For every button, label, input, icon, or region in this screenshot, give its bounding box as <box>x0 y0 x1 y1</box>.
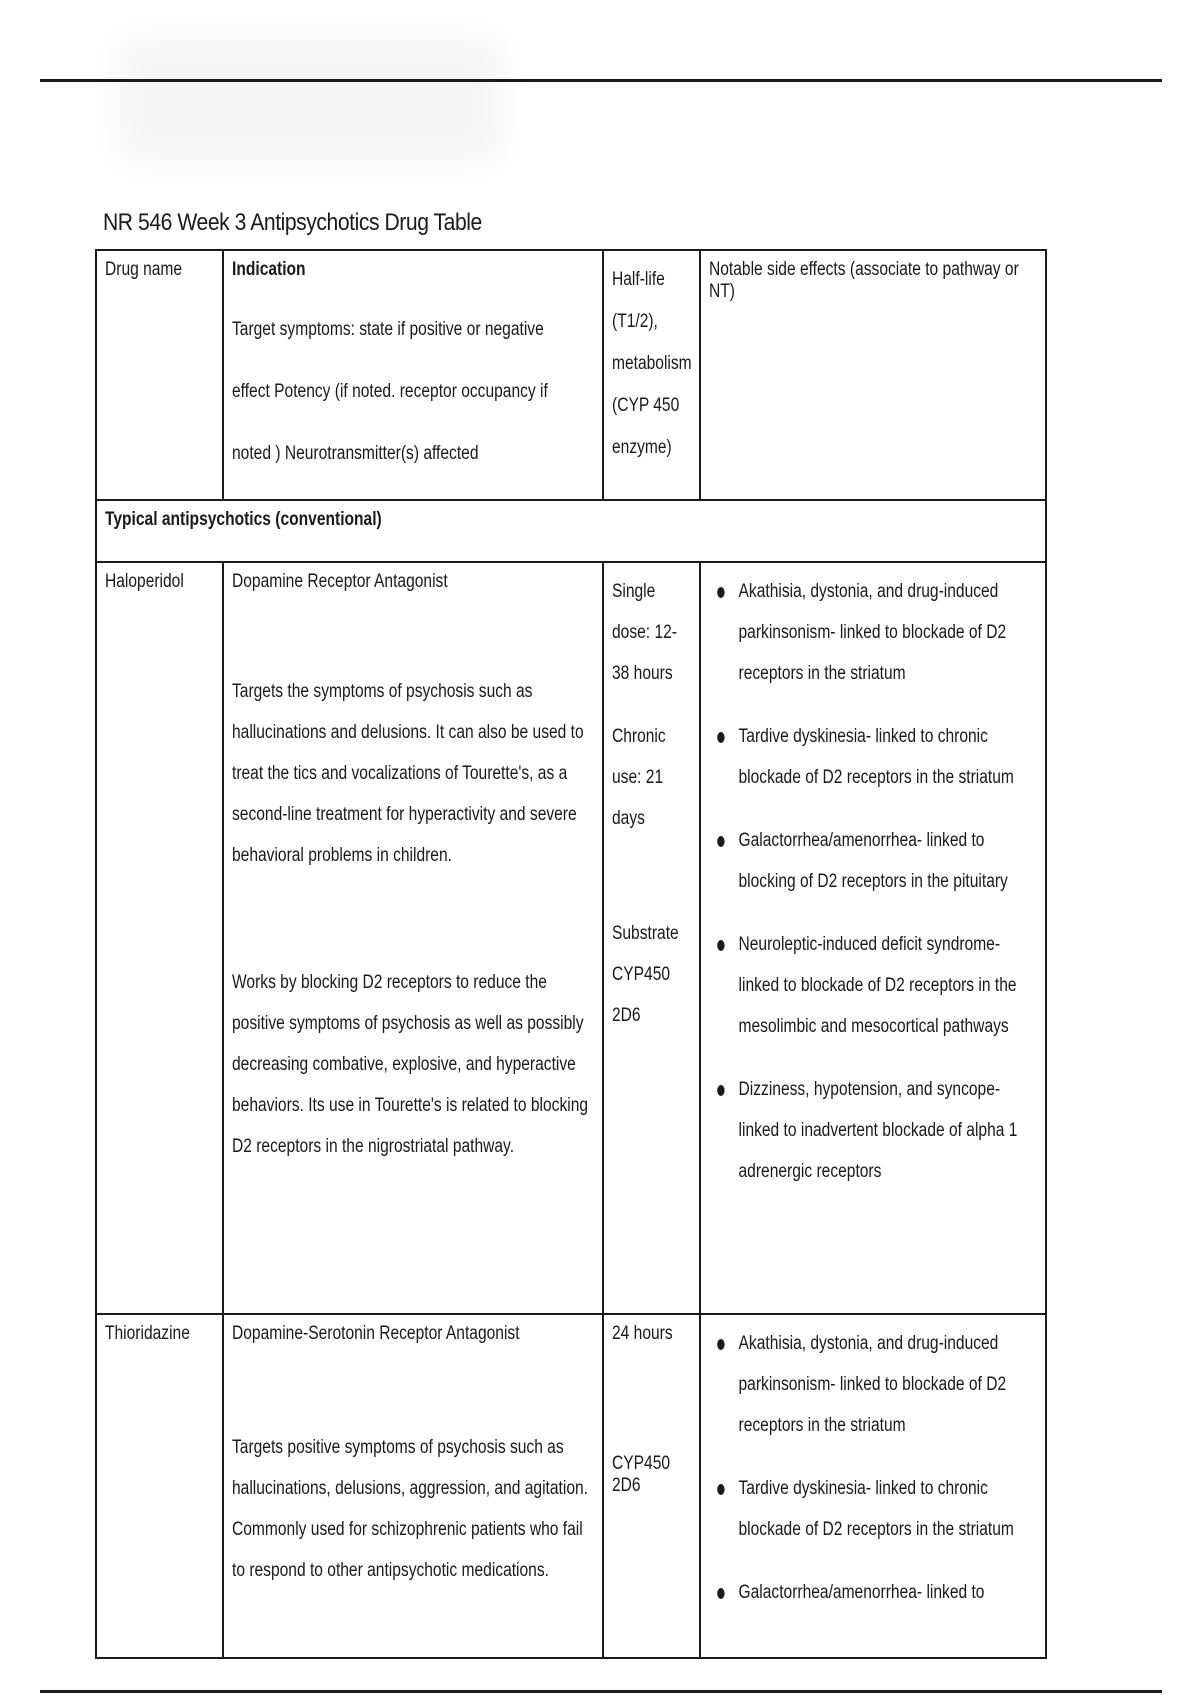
list-item: Akathisia, dystonia, and drug-induced parkinsonism- linked to blockade of D2 receptors in the striatum <box>709 1323 1037 1446</box>
bullet-icon <box>717 836 724 847</box>
document-title: NR 546 Week 3 Antipsychotics Drug Table <box>103 209 482 236</box>
header-drug-name: Drug name <box>96 250 223 500</box>
top-divider <box>40 79 1162 82</box>
header-halflife <box>603 250 700 500</box>
section-typical-cell <box>96 500 1046 562</box>
class-thioridazine: Dopamine-Serotonin Receptor Antagonist <box>232 1323 520 1344</box>
header-side-effects: Notable side effects (associate to pathway or NT) <box>700 250 1046 500</box>
halflife-value-thioridazine: 24 hours <box>612 1323 673 1344</box>
list-item: Akathisia, dystonia, and drug-induced parkinsonism- linked to blockade of D2 receptors in the striatum <box>709 571 1037 694</box>
list-item: Dizziness, hypotension, and syncope- linked to inadvertent blockade of alpha 1 adrenergic receptors <box>709 1069 1037 1192</box>
indication-haloperidol <box>223 562 603 1314</box>
list-item: Tardive dyskinesia- linked to chronic blockade of D2 receptors in the striatum <box>709 1468 1037 1550</box>
table-row-thioridazine <box>96 1314 1046 1658</box>
indication-line-3: noted ) Neurotransmitter(s) affected <box>232 443 479 464</box>
drug-name-thioridazine: Thioridazine <box>96 1314 223 1658</box>
side-effects-haloperidol <box>700 562 1046 1314</box>
indication-thioridazine <box>223 1314 603 1658</box>
list-item: Tardive dyskinesia- linked to chronic blockade of D2 receptors in the striatum <box>709 716 1037 798</box>
section-row-typical <box>96 500 1046 562</box>
bullet-icon <box>717 940 724 951</box>
indication-line-2: effect Potency (if noted. receptor occupancy if <box>232 381 548 402</box>
metabolism-thioridazine: CYP450 2D6 <box>612 1453 671 1496</box>
bullet-icon <box>717 1588 724 1599</box>
list-item: Galactorrhea/amenorrhea- linked to <box>709 1572 1037 1613</box>
halflife-line-4: (CYP 450 <box>612 395 680 416</box>
targets-thioridazine: Targets positive symptoms of psychosis such as hallucinations, delusions, aggression, and agitation. Commonly used for schizophrenic patients who fail to respond to other antipsychotic medications. <box>232 1437 588 1581</box>
halflife-line-2: (T1/2), <box>612 311 658 332</box>
table-header-row <box>96 250 1046 500</box>
targets-haloperidol: Targets the symptoms of psychosis such as hallucinations and delusions. It can also be used to treat the tics and vocalizations of Tourette's, as a second-line treatment for hyperactivity and severe behavioral problems in children. <box>232 681 584 866</box>
drug-name-haloperidol: Haloperidol <box>96 562 223 1314</box>
side-effects-thioridazine <box>700 1314 1046 1658</box>
side-effects-list-haloperidol <box>709 571 1037 1192</box>
metabolism-haloperidol: Substrate CYP450 2D6 <box>612 923 679 1026</box>
list-item: Galactorrhea/amenorrhea- linked to blocking of D2 receptors in the pituitary <box>709 820 1037 902</box>
halflife-line-5: enzyme) <box>612 437 672 458</box>
indication-line-1: Target symptoms: state if positive or negative <box>232 319 544 340</box>
halflife-line-1: Half-life <box>612 269 665 290</box>
header-indication <box>223 250 603 500</box>
side-effects-list-thioridazine <box>709 1323 1037 1613</box>
mechanism-haloperidol: Works by blocking D2 receptors to reduce the positive symptoms of psychosis as well as possibly decreasing combative, explosive, and hyperactive behaviors. Its use in Tourette's is related to blocking D2 receptors in the nigrostriatal pathway. <box>232 972 589 1157</box>
bullet-icon <box>717 732 724 743</box>
bullet-icon <box>717 1484 724 1495</box>
halflife-line-3: metabolism <box>612 353 692 374</box>
bullet-icon <box>717 1085 724 1096</box>
drug-table <box>95 249 1047 1659</box>
halflife-haloperidol <box>603 562 700 1314</box>
bullet-icon <box>717 587 724 598</box>
halflife-single-haloperidol: Single dose: 12-38 hours <box>612 581 677 684</box>
faded-watermark <box>120 40 500 160</box>
bullet-icon <box>717 1339 724 1350</box>
indication-title: Indication <box>232 259 306 280</box>
halflife-thioridazine <box>603 1314 700 1658</box>
section-typical-label: Typical antipsychotics (conventional) <box>105 509 382 530</box>
table-row-haloperidol <box>96 562 1046 1314</box>
list-item: Neuroleptic-induced deficit syndrome- linked to blockade of D2 receptors in the mesolimbic and mesocortical pathways <box>709 924 1037 1047</box>
class-haloperidol: Dopamine Receptor Antagonist <box>232 571 448 592</box>
halflife-chronic-haloperidol: Chronic use: 21 days <box>612 726 666 829</box>
bottom-divider <box>40 1690 1162 1693</box>
